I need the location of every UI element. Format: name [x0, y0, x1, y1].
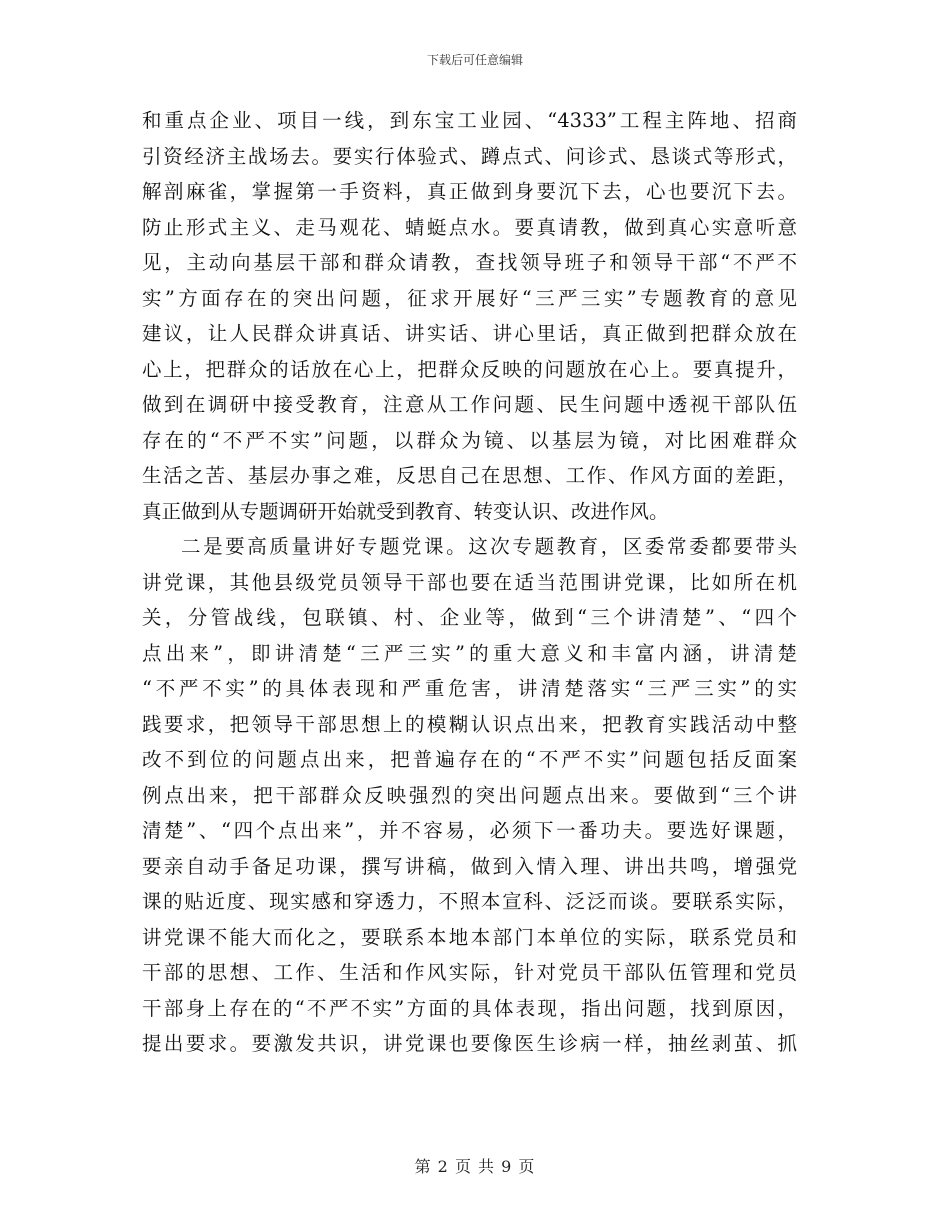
text-line: 清楚”、“四个点出来”，并不容易，必须下一番功夫。要选好课题， [142, 819, 797, 842]
text-line: 心上，把群众的话放在心上，把群众反映的问题放在心上。要真提升， [142, 357, 797, 381]
text-line: 改不到位的问题点出来，把普遍存在的“不严不实”问题包括反面案 [142, 748, 797, 771]
text-line: 实”方面存在的突出问题，征求开展好“三严三实”专题教育的意见 [142, 286, 797, 310]
text-line: “不严不实”的具体表现和严重危害，讲清楚落实“三严三实”的实 [142, 677, 797, 700]
text-line: 讲党课不能大而化之，要联系本地本部门本单位的实际，联系党员和 [142, 925, 797, 949]
text-line: 见，主动向基层干部和群众请教，查找领导班子和领导干部“不严不 [142, 251, 797, 274]
text-line: 和重点企业、项目一线，到东宝工业园、“4333”工程主阵地、招商 [142, 109, 797, 132]
text-line: 课的贴近度、现实感和穿透力，不照本宣科、泛泛而谈。要联系实际， [142, 890, 797, 913]
text-line: 生活之苦、基层办事之难，反思自己在思想、工作、作风方面的差距， [142, 464, 797, 487]
text-line: 真正做到从专题调研开始就受到教育、转变认识、改进作风。 [142, 499, 669, 523]
text-line: 提出要求。要激发共识，讲党课也要像医生诊病一样，抽丝剥茧、抓 [142, 1032, 797, 1055]
text-line: 存在的“不严不实”问题，以群众为镜、以基层为镜，对比困难群众 [142, 428, 797, 452]
text-line: 解剖麻雀，掌握第一手资料，真正做到身要沉下去，心也要沉下去。 [142, 180, 797, 203]
page-number-footer: 第 2 页 共 9 页 [414, 1157, 536, 1176]
text-line: 干部身上存在的“不严不实”方面的具体表现，指出问题，找到原因， [142, 996, 797, 1020]
page-header: 下载后可任意编辑 [426, 53, 523, 67]
text-line: 二是要高质量讲好专题党课。这次专题教育，区委常委都要带头 [181, 535, 797, 558]
text-line: 关，分管战线，包联镇、村、企业等，做到“三个讲清楚”、“四个 [142, 606, 797, 629]
document-body [142, 103, 797, 1062]
text-line: 防止形式主义、走马观花、蜻蜓点水。要真请教，做到真心实意听意 [142, 215, 797, 239]
text-line: 例点出来，把干部群众反映强烈的突出问题点出来。要做到“三个讲 [142, 783, 797, 807]
text-line: 讲党课，其他县级党员领导干部也要在适当范围讲党课，比如所在机 [142, 570, 797, 594]
text-line: 做到在调研中接受教育，注意从工作问题、民生问题中透视干部队伍 [142, 393, 797, 416]
text-line: 建议，让人民群众讲真话、讲实话、讲心里话，真正做到把群众放在 [142, 322, 797, 345]
text-line: 点出来”，即讲清楚“三严三实”的重大意义和丰富内涵，讲清楚 [142, 641, 797, 665]
text-line: 干部的思想、工作、生活和作风实际，针对党员干部队伍管理和党员 [142, 961, 797, 984]
text-line: 践要求，把领导干部思想上的模糊认识点出来，把教育实践活动中整 [142, 712, 797, 736]
text-line: 要亲自动手备足功课，撰写讲稿，做到入情入理、讲出共鸣，增强党 [142, 854, 797, 878]
text-line: 引资经济主战场去。要实行体验式、蹲点式、问诊式、恳谈式等形式， [142, 144, 797, 168]
